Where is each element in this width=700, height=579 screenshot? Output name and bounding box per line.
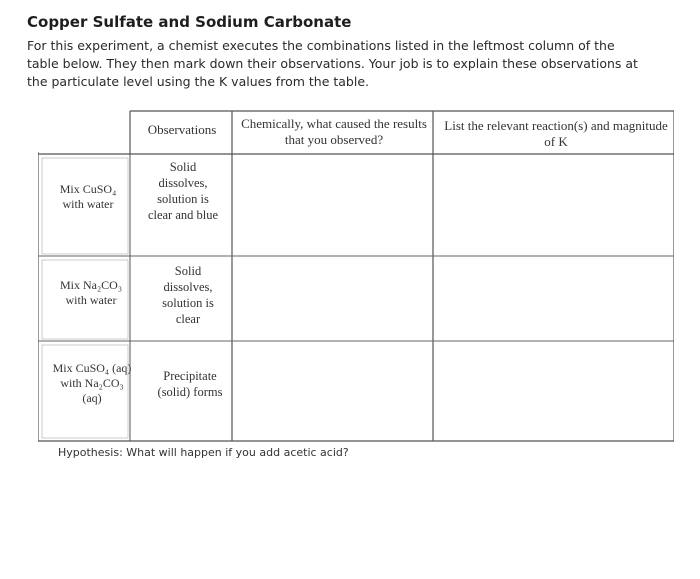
observation-cuso4: Solid dissolves, solution is clear and blue xyxy=(147,160,219,222)
page-title: Copper Sulfate and Sodium Carbonate xyxy=(27,13,352,31)
header-observations: Observations xyxy=(147,122,217,137)
row-label-mixture: Mix CuSO₄ (aq) with Na₂CO₃ (aq) xyxy=(52,361,132,405)
header-reaction: List the relevant reaction(s) and magnitude of K xyxy=(444,118,668,149)
intro-paragraph: For this experiment, a chemist executes the combinations listed in the leftmost column of the table below. They then mark down their observations. Your job is to explain these observations at the particulate level using the K values from the table. xyxy=(27,38,638,89)
row-label-na2co3: Mix Na₂CO₃ with water xyxy=(59,278,123,307)
observation-mixture: Precipitate (solid) forms xyxy=(157,369,223,399)
table-grid xyxy=(38,106,674,446)
row-label-cuso4: Mix CuSO₄ with water xyxy=(59,182,117,211)
hypothesis-prompt: Hypothesis: What will happen if you add acetic acid? xyxy=(58,446,349,459)
observation-na2co3: Solid dissolves, solution is clear xyxy=(162,264,214,326)
worksheet-table xyxy=(38,106,674,446)
header-chemically: Chemically, what caused the results that you observed? xyxy=(241,116,427,147)
